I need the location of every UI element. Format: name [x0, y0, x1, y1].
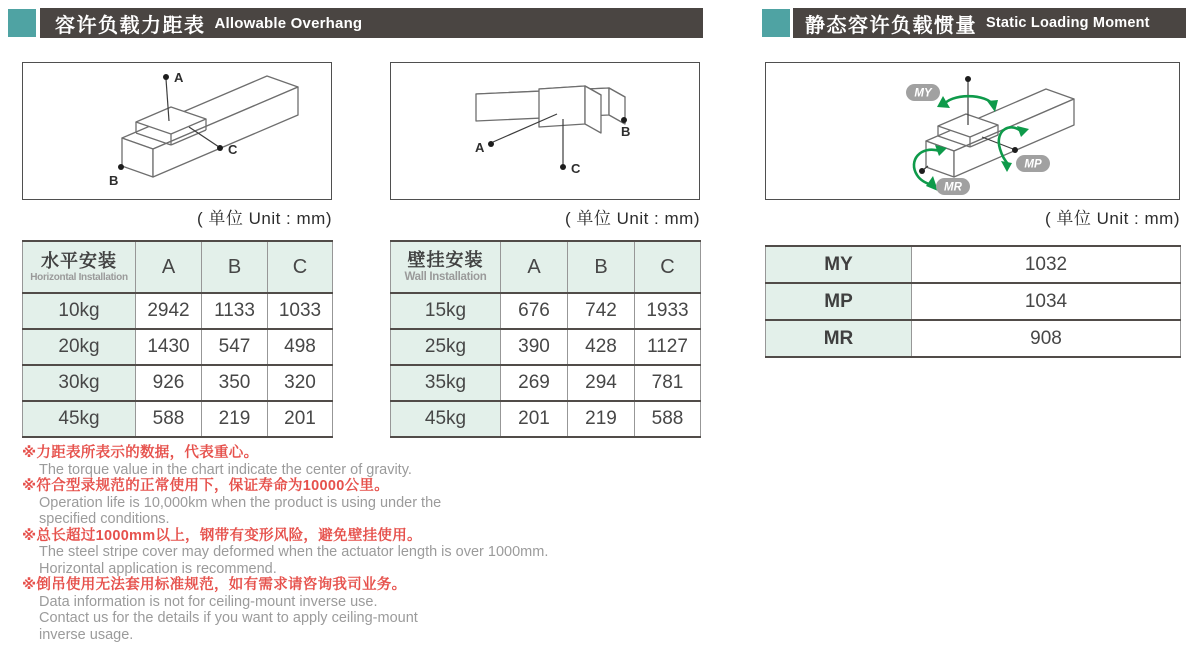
- MR-badge-label: MR: [944, 181, 962, 194]
- load-cell: 35kg: [391, 365, 501, 401]
- column-header-A: A: [501, 241, 568, 293]
- column-header-B: B: [202, 241, 268, 293]
- section-title-en: Allowable Overhang: [214, 14, 363, 32]
- footnote-zh: ※总长超过1000mm以上，钢带有变形风险，避免壁挂使用。: [22, 527, 422, 544]
- table-header-row: [391, 241, 701, 293]
- point-C-label: C: [571, 161, 581, 176]
- load-cell: 30kg: [23, 365, 136, 401]
- unit-label: ( 单位 Unit : mm): [1045, 209, 1180, 228]
- accent-square: [8, 9, 36, 37]
- table-row: [391, 293, 701, 329]
- value-cell: 350: [202, 365, 268, 401]
- table-title-cell: [23, 241, 136, 293]
- load-cell: 15kg: [391, 293, 501, 329]
- footnote-zh: ※倒吊使用无法套用标准规范，如有需求请咨询我司业务。: [22, 577, 407, 593]
- column-header-A: A: [136, 241, 202, 293]
- value-cell: 219: [568, 401, 635, 437]
- footnote-zh: ※符合型录规范的正常使用下，保证寿命为10000公里。: [22, 478, 390, 494]
- point-A-label: A: [174, 70, 184, 85]
- table-title-en: Wall Installation: [404, 271, 487, 283]
- value-cell: 201: [268, 401, 333, 437]
- value-cell: 320: [268, 365, 333, 401]
- value-cell: 1933: [635, 293, 701, 329]
- MP-arrowhead: [1001, 161, 1012, 172]
- value-cell: 294: [568, 365, 635, 401]
- value-cell: 547: [202, 329, 268, 365]
- point-B-label: B: [621, 124, 631, 139]
- table-row: [766, 283, 1181, 320]
- footnote: [22, 478, 682, 528]
- table-row: [23, 293, 333, 329]
- value-cell: 1032: [912, 246, 1181, 283]
- value-cell: 1033: [268, 293, 333, 329]
- moment-label: MR: [766, 320, 912, 357]
- point-C-dot: [217, 145, 223, 151]
- footnote-en: Operation life is 10,000km when the product is using under the: [39, 494, 442, 511]
- section-title-zh: 容许负载力距表: [55, 14, 206, 37]
- table-row: [766, 320, 1181, 357]
- table-row: [23, 365, 333, 401]
- table-row: [391, 365, 701, 401]
- table-horizontal-installation: [22, 240, 333, 438]
- point-B-label: B: [109, 173, 119, 188]
- value-cell: 781: [635, 365, 701, 401]
- section-header-overhang: [40, 8, 703, 38]
- section-title-zh: 静态容许负载惯量: [805, 14, 977, 37]
- table-row: [391, 329, 701, 365]
- table-wall-installation: [390, 240, 701, 438]
- static-moment-drawing: [766, 63, 1178, 198]
- footnotes: [22, 445, 682, 643]
- footnote: [22, 528, 682, 578]
- table-title-cell: [391, 241, 501, 293]
- column-header-C: C: [268, 241, 333, 293]
- point-A-dot: [488, 141, 494, 147]
- slider-front-face: [539, 86, 585, 127]
- unit-label: ( 单位 Unit : mm): [197, 209, 332, 228]
- table-header-row: [23, 241, 333, 293]
- value-cell: 428: [568, 329, 635, 365]
- diagram-static-moment: [765, 62, 1180, 200]
- table-row: [23, 401, 333, 437]
- point-B-dot: [621, 117, 627, 123]
- MP-axis-dot: [1012, 147, 1018, 153]
- table-row: [23, 329, 333, 365]
- MR-arrowhead: [926, 176, 938, 191]
- moment-label: MY: [766, 246, 912, 283]
- slider-side-face: [585, 86, 601, 133]
- MY-axis-dot: [965, 76, 971, 82]
- table-row: [766, 246, 1181, 283]
- value-cell: 1133: [202, 293, 268, 329]
- value-cell: 1430: [136, 329, 202, 365]
- MP-badge-label: MP: [1024, 158, 1042, 171]
- load-cell: 45kg: [391, 401, 501, 437]
- value-cell: 1034: [912, 283, 1181, 320]
- footnote-en: Horizontal application is recommend.: [39, 560, 277, 577]
- column-header-B: B: [568, 241, 635, 293]
- point-C-label: C: [228, 142, 238, 157]
- footnote: [22, 577, 682, 643]
- footnote: [22, 445, 682, 478]
- unit-label: ( 单位 Unit : mm): [565, 209, 700, 228]
- value-cell: 588: [136, 401, 202, 437]
- MY-badge-label: MY: [914, 87, 932, 100]
- footnote-en: The torque value in the chart indicate the center of gravity.: [39, 461, 412, 478]
- load-cell: 45kg: [23, 401, 136, 437]
- footnote-en: Contact us for the details if you want to apply ceiling-mount: [39, 610, 418, 626]
- value-cell: 2942: [136, 293, 202, 329]
- point-A-dot: [163, 74, 169, 80]
- point-C-dot: [560, 164, 566, 170]
- MR-axis-dot: [919, 168, 925, 174]
- table-title-zh: 壁挂安装: [407, 250, 484, 270]
- value-cell: 676: [501, 293, 568, 329]
- table-title-en: Horizontal Installation: [30, 272, 128, 283]
- section-header-moment: [793, 8, 1186, 38]
- diagram-wall-installation: [390, 62, 700, 200]
- section-title-en: Static Loading Moment: [986, 15, 1150, 31]
- column-header-C: C: [635, 241, 701, 293]
- diagram-horizontal-installation: [22, 62, 332, 200]
- load-cell: 25kg: [391, 329, 501, 365]
- value-cell: 201: [501, 401, 568, 437]
- value-cell: 269: [501, 365, 568, 401]
- value-cell: 926: [136, 365, 202, 401]
- value-cell: 908: [912, 320, 1181, 357]
- footnote-en: Data information is not for ceiling-mount inverse use.: [39, 593, 378, 610]
- value-cell: 588: [635, 401, 701, 437]
- accent-square: [762, 9, 790, 37]
- table-title-zh: 水平安装: [41, 251, 117, 271]
- table-static-moment: [765, 245, 1181, 358]
- load-cell: 10kg: [23, 293, 136, 329]
- load-cell: 20kg: [23, 329, 136, 365]
- footnote-en: specified conditions.: [39, 511, 170, 527]
- horizontal-installation-drawing: [23, 63, 330, 198]
- value-cell: 498: [268, 329, 333, 365]
- point-A-label: A: [475, 140, 485, 155]
- moment-label: MP: [766, 283, 912, 320]
- footnote-en: inverse usage.: [39, 626, 134, 643]
- wall-installation-drawing: [391, 63, 698, 198]
- footnote-en: The steel stripe cover may deformed when the actuator length is over 1000mm.: [39, 544, 549, 560]
- value-cell: 742: [568, 293, 635, 329]
- point-B-dot: [118, 164, 124, 170]
- value-cell: 219: [202, 401, 268, 437]
- footnote-zh: ※力距表所表示的数据，代表重心。: [22, 445, 259, 461]
- value-cell: 1127: [635, 329, 701, 365]
- value-cell: 390: [501, 329, 568, 365]
- table-row: [391, 401, 701, 437]
